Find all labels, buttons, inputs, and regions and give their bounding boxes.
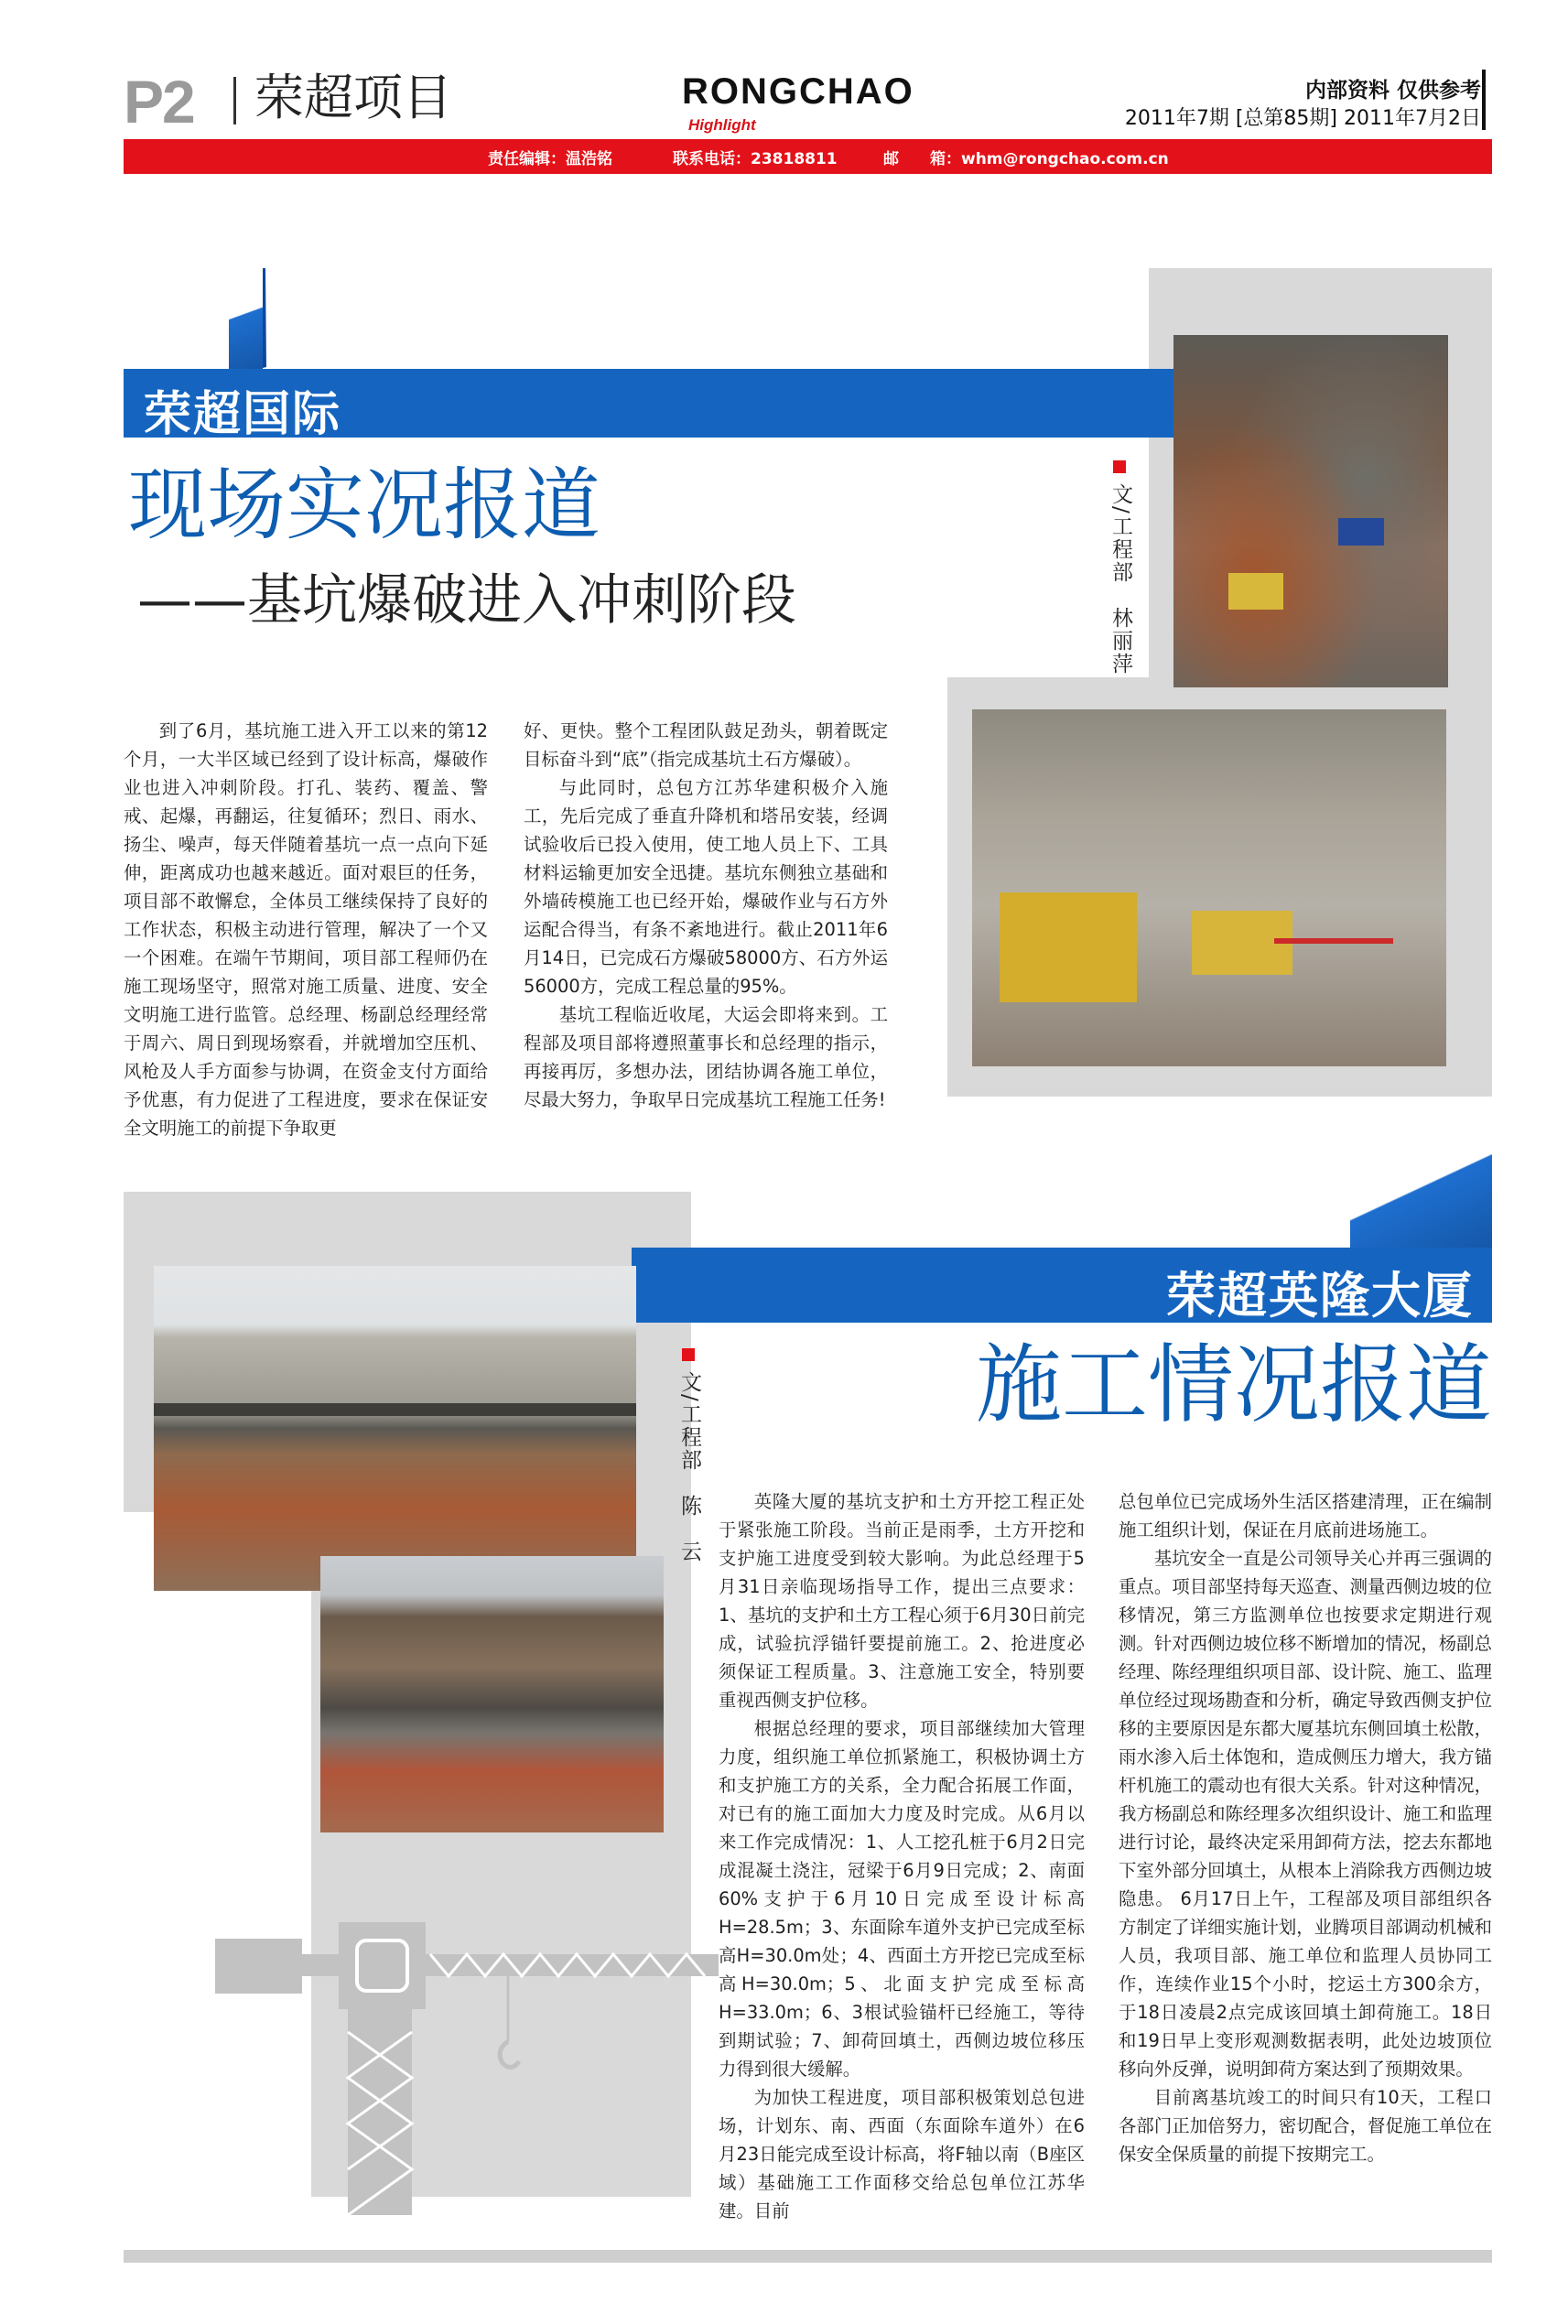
excavator-shape — [1228, 573, 1283, 610]
paragraph: 基坑工程临近收尾，大运会即将来到。工程部及项目部将遵照董事长和总经理的指示，再接再厉，多想办法，团结协调各施工单位，尽最大努力，争取早日完成基坑工程施工任务! — [524, 1004, 888, 1110]
paragraph: 目前离基坑竣工的时间只有10天，工程口各部门正加倍努力，密切配合，督促施工单位在保安全保质量的前提下按期完工。 — [1119, 2087, 1492, 2165]
ribbon-1 — [124, 369, 416, 442]
byline-marker-1 — [1113, 460, 1126, 473]
ribbon-2-label: 荣超英隆大厦 — [1166, 1267, 1474, 1324]
editor-bar — [124, 139, 1492, 174]
tower-crane-illustration — [211, 1904, 723, 2215]
article1-column-1 — [124, 717, 488, 1142]
workers-shape — [1338, 518, 1384, 546]
header-rule — [1482, 70, 1486, 130]
barrier-bar — [1274, 938, 1393, 944]
article2-column-1 — [719, 1487, 1085, 2225]
article2-byline: 文/工程部 陈 云 — [677, 1371, 701, 1563]
photo-retaining-wall-1 — [154, 1266, 636, 1591]
email-label: 邮 箱：whm@rongchao.com.cn — [883, 150, 1169, 168]
article1-column-2 — [524, 717, 888, 1114]
cat-excavator-1 — [1000, 892, 1137, 1002]
article1-subtitle: ——基坑爆破进入冲刺阶段 — [137, 568, 796, 632]
ribbon-2 — [1062, 1248, 1492, 1323]
wall-base-shape — [154, 1403, 636, 1416]
section-title: 荣超项目 — [254, 69, 452, 126]
paragraph: 基坑安全一直是公司领导关心并再三强调的重点。项目部坚持每天巡查、测量西侧边坡的位移情况，第三方监测单位也按要求定期进行观测。针对西侧边坡位移不断增加的情况，杨副总经理、陈经理组织项目部、设计院、施工、监理单位经过现场勘查和分析，确定导致西侧支护位移的主要原因是东都大厦基坑东侧回填土松散，雨水渗入后土体饱和，造成侧压力增大，我方锚杆机施工的震动也有很大关系。针对这种情况，我方杨副总和陈经理多次组织设计、施工和监理进行讨论，最终决定采用卸荷方法，挖去东都地下室外部分回填土，从根本上消除我方西侧边坡隐患。 6月17日上午，工程部及项目部组织各方制定了详细实施计划，业腾项目部调动机械和人员，我项目部、施工单位和监理人员协同工作，连续作业15个小时，挖运土方300余方，于18日凌晨2点完成该回填土卸荷施工。18日和19日早上变形观测数据表明，此处边坡顶位移向外反弹，说明卸荷方案达到了预期效果。 — [1119, 1548, 1492, 2080]
brand-subtitle: Highlight — [688, 116, 756, 134]
issue-line: 2011年7期 [总第85期] 2011年7月2日 — [1124, 107, 1481, 130]
article2-title: 施工情况报道 — [975, 1335, 1492, 1435]
ribbon-fold-2 — [1350, 1151, 1492, 1248]
internal-note: 内部资料 仅供参考 — [1304, 79, 1481, 103]
ribbon-1-extension — [416, 369, 1185, 438]
paragraph: 好、更快。整个工程团队鼓足劲头，朝着既定目标奋斗到“底”（指完成基坑土石方爆破）。 — [524, 720, 888, 770]
paragraph: 为加快工程进度，项目部积极策划总包进场，计划东、南、西面（东面除车道外）在6月23日能完成至设计标高，将F轴以南（B座区域）基础施工工作面移交给总包单位江苏华建。目前 — [719, 2087, 1085, 2221]
article2-column-2 — [1119, 1487, 1492, 2168]
article1-title: 现场实况报道 — [128, 459, 600, 551]
paragraph: 英隆大厦的基坑支护和土方开挖工程正处于紧张施工阶段。当前正是雨季，土方开挖和支护施工进度受到较大影响。为此总经理于5月31日亲临现场指导工作，提出三点要求：1、基坑的支护和土方工程心须于6月30日前完成，试验抗浮锚钎要提前施工。2、抢进度必须保证工程质量。3、注意施工安全，特别要重视西侧支护位移。 — [719, 1491, 1085, 1711]
photo-blast-pit — [1173, 335, 1448, 687]
ribbon-1-label: 荣超国际 — [144, 387, 342, 442]
paragraph: 总包单位已完成场外生活区搭建清理，正在编制施工组织计划，保证在月底前进场施工。 — [1119, 1491, 1492, 1540]
page-number: P2 — [124, 68, 194, 135]
brand-logo: RONGCHAO — [682, 71, 914, 112]
footer-rule — [124, 2250, 1492, 2263]
header-divider — [233, 77, 236, 124]
ribbon-fold-1 — [229, 268, 263, 369]
paragraph: 到了6月，基坑施工进入开工以来的第12个月，一大半区域已经到了设计标高，爆破作业也进入冲刺阶段。打孔、装药、覆盖、警戒、起爆，再翻运，往复循环；烈日、雨水、扬尘、噪声，每天伴随着基坑一点一点向下延伸，距离成功也越来越近。面对艰巨的任务，项目部不敢懈怠，全体员工继续保持了良好的工作状态，积极主动进行管理，解决了一个又一个困难。在端午节期间，项目部工程师仍在施工现场坚守，照常对施工质量、进度、安全文明施工进行监管。总经理、杨副总经理经常于周六、周日到现场察看，并就增加空压机、风枪及人手方面参与协调，在资金支付方面给予优惠，有力促进了工程进度，要求在保证安全文明施工的前提下争取更 — [124, 720, 488, 1139]
byline-marker-2 — [682, 1348, 695, 1361]
article1-byline: 文/工程部 林丽萍 — [1108, 483, 1132, 676]
phone-label: 联系电话：23818811 — [673, 150, 838, 168]
photo-excavators — [972, 709, 1446, 1066]
paragraph: 根据总经理的要求，项目部继续加大管理力度，组织施工单位抓紧施工，积极协调土方和支护施工方的关系，全力配合拓展工作面，对已有的施工面加大力度及时完成。从6月以来工作完成情况：1、人工挖孔桩于6月2日完成混凝土浇注，冠梁于6月9日完成；2、南面60%支护于6月10日完成至设计标高H=28.5m；3、东面除车道外支护已完成至标高H=30.0m处；4、西面土方开挖已完成至标高H=30.0m；5、北面支护完成至标高H=33.0m；6、3根试验锚杆已经施工，等待到期试验；7、卸荷回填土，西侧边坡位移压力得到很大缓解。 — [719, 1718, 1085, 2080]
paragraph: 与此同时，总包方江苏华建积极介入施工，先后完成了垂直升降机和塔吊安装，经调试验收后已投入使用，使工地人员上下、工具材料运输更加安全迅捷。基坑东侧独立基础和外墙砖模施工也已经开始，爆破作业与石方外运配合得当，有条不紊地进行。截止2011年6月14日，已完成石方爆破58000方、石方外运56000方，完成工程总量的95%。 — [524, 777, 888, 997]
photo-retaining-wall-2 — [320, 1556, 664, 1832]
editor-label: 责任编辑：温浩铭 — [488, 150, 612, 168]
